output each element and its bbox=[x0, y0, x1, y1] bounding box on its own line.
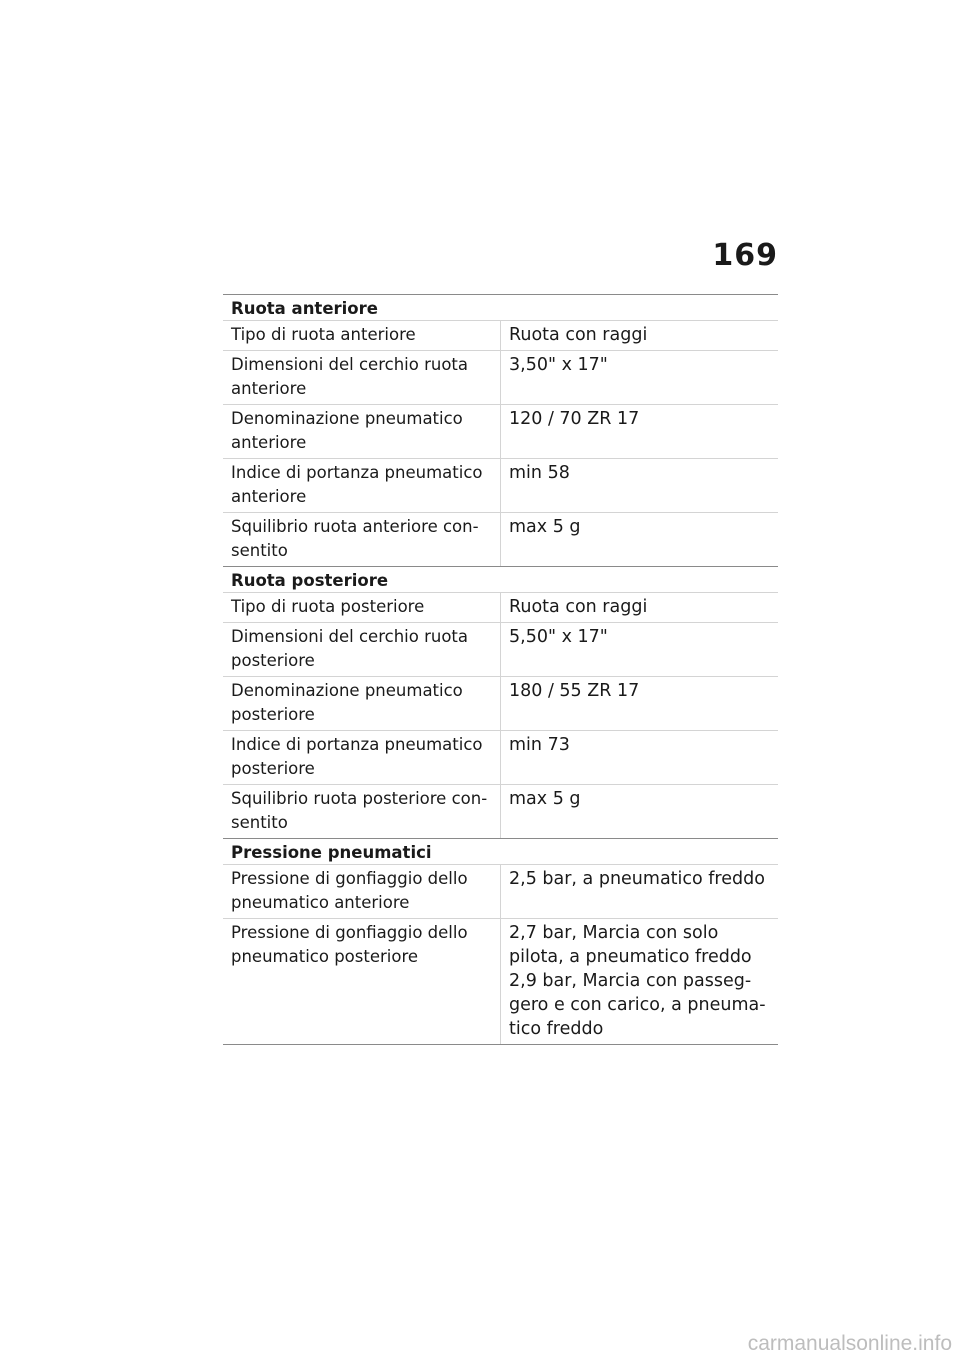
spec-label: Pressione di gonfiaggio dello pneumatico anteriore bbox=[231, 869, 468, 912]
table-row bbox=[223, 321, 778, 351]
spec-value-group bbox=[500, 919, 778, 1044]
section-header-rear-wheel: Ruota posteriore bbox=[223, 567, 778, 593]
table-row bbox=[223, 513, 778, 567]
spec-value-secondary: 2,9 bar, Marcia con passeg-gero e con carico, a pneuma-tico freddo bbox=[509, 971, 766, 1039]
table-row bbox=[223, 593, 778, 623]
spec-label: Dimensioni del cerchio ruota anteriore bbox=[231, 355, 469, 398]
section-header-tyre-pressure: Pressione pneumatici bbox=[223, 839, 778, 865]
table-row bbox=[223, 351, 778, 405]
spec-label: Pressione di gonfiaggio dello pneumatico posteriore bbox=[231, 923, 468, 966]
spec-table bbox=[223, 294, 778, 1045]
table-row bbox=[223, 623, 778, 677]
table-row bbox=[223, 459, 778, 513]
spec-value: min 58 bbox=[500, 459, 778, 512]
spec-value: 180 / 55 ZR 17 bbox=[500, 677, 778, 730]
spec-label: Indice di portanza pneumatico posteriore bbox=[231, 735, 483, 778]
spec-label: Tipo di ruota posteriore bbox=[231, 597, 425, 616]
spec-value: 2,5 bar, a pneumatico freddo bbox=[500, 865, 778, 918]
page-number: 169 bbox=[712, 238, 778, 273]
spec-value: min 73 bbox=[500, 731, 778, 784]
table-row bbox=[223, 405, 778, 459]
table-row bbox=[223, 865, 778, 919]
spec-label: Indice di portanza pneumatico anteriore bbox=[231, 463, 483, 506]
spec-label: Tipo di ruota anteriore bbox=[231, 325, 416, 344]
section-header-front-wheel: Ruota anteriore bbox=[223, 295, 778, 321]
table-row bbox=[223, 785, 778, 839]
table-row bbox=[223, 731, 778, 785]
spec-value: max 5 g bbox=[500, 513, 778, 566]
spec-value: max 5 g bbox=[500, 785, 778, 838]
table-row bbox=[223, 677, 778, 731]
table-row bbox=[223, 919, 778, 1045]
spec-value: 5,50" x 17" bbox=[500, 623, 778, 676]
watermark: carmanualsonline.info bbox=[747, 1332, 952, 1355]
spec-value: Ruota con raggi bbox=[500, 593, 778, 622]
spec-label: Denominazione pneumatico anteriore bbox=[231, 409, 463, 452]
spec-value: 3,50" x 17" bbox=[500, 351, 778, 404]
spec-value: Ruota con raggi bbox=[500, 321, 778, 350]
spec-label: Squilibrio ruota posteriore con-sentito bbox=[231, 789, 488, 832]
spec-label: Dimensioni del cerchio ruota posteriore bbox=[231, 627, 469, 670]
spec-value: 120 / 70 ZR 17 bbox=[500, 405, 778, 458]
spec-label: Squilibrio ruota anteriore con-sentito bbox=[231, 517, 479, 560]
spec-value: 2,7 bar, Marcia con solo pilota, a pneumatico freddo bbox=[509, 923, 752, 967]
spec-label: Denominazione pneumatico posteriore bbox=[231, 681, 463, 724]
